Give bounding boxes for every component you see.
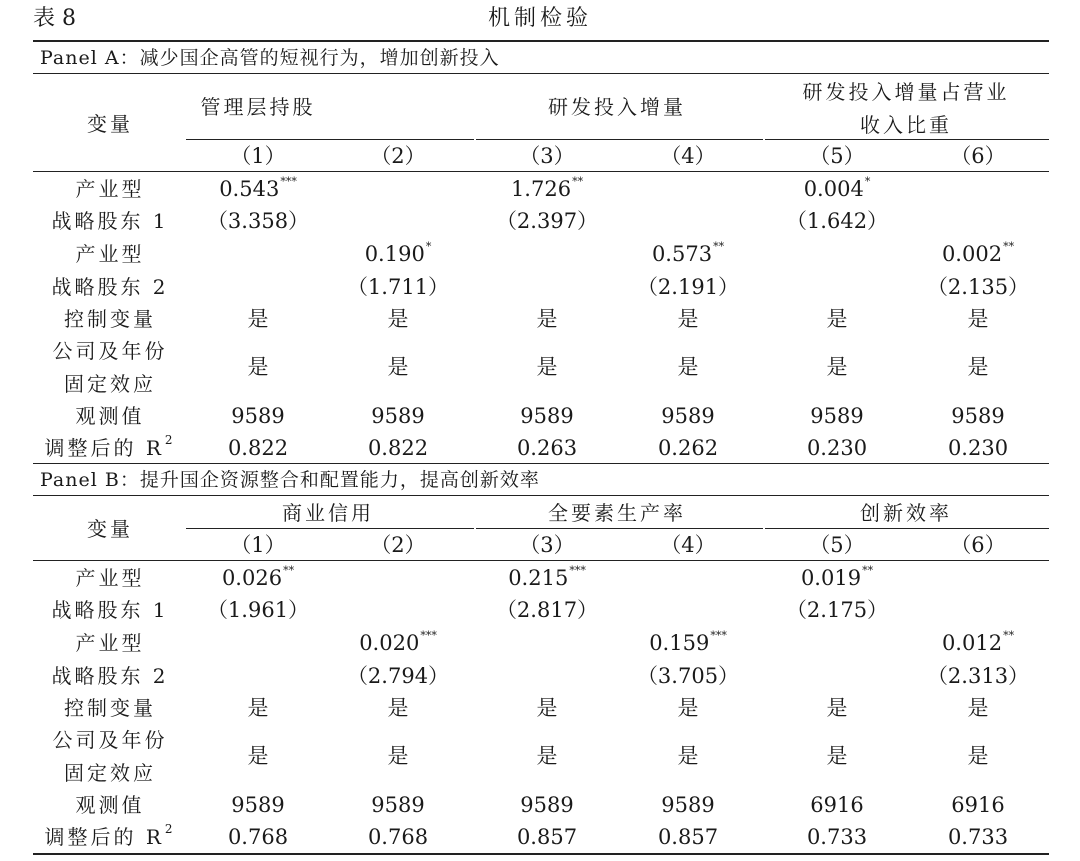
group-rule (186, 528, 474, 529)
row-label: 观测值 (75, 793, 145, 817)
yes-cell: 是 (536, 307, 558, 331)
coefficient: 1.726** (510, 175, 584, 201)
column-number: （6） (950, 533, 1006, 557)
table-title: 机制检验 (487, 6, 593, 31)
group-rule (765, 139, 1049, 140)
row-label: 产业型 (75, 242, 145, 266)
observations: 9589 (661, 404, 715, 428)
yes-cell: 是 (826, 355, 848, 379)
yes-cell: 是 (826, 696, 848, 720)
observations: 9589 (951, 404, 1005, 428)
row-label: 固定效应 (64, 761, 156, 785)
group-header: 研发投入增量 (548, 95, 686, 119)
coefficient: 0.026** (221, 564, 295, 590)
yes-cell: 是 (536, 355, 558, 379)
column-number: （2） (370, 144, 426, 168)
significance-stars: ** (713, 240, 725, 253)
column-number: （5） (809, 144, 865, 168)
t-statistic: （1.961） (206, 598, 310, 622)
row-label: 战略股东 1 (51, 209, 169, 233)
yes-cell: 是 (536, 744, 558, 768)
column-number: （3） (519, 533, 575, 557)
t-statistic: （2.313） (926, 664, 1030, 688)
adjusted-r2: 0.822 (367, 436, 429, 460)
variable-header: 变量 (87, 112, 133, 136)
yes-cell: 是 (677, 696, 699, 720)
panel-b-rule (33, 463, 1049, 464)
adjusted-r2: 0.768 (367, 825, 429, 849)
coefficient: 0.543*** (219, 175, 297, 201)
observations: 9589 (661, 793, 715, 817)
coefficient: 0.215*** (508, 564, 586, 590)
column-number: （3） (519, 144, 575, 168)
row-label: 公司及年份 (52, 339, 168, 363)
adjusted-r2: 0.230 (947, 436, 1009, 460)
group-header: 研发投入增量占营业 (802, 80, 1010, 104)
panel-a-rule (33, 73, 1049, 74)
adjusted-r2: 0.230 (806, 436, 868, 460)
t-statistic: （2.794） (346, 664, 450, 688)
row-label: 调整后的 $R^2$ (44, 433, 176, 460)
t-statistic: （1.711） (346, 275, 450, 299)
row-label: 战略股东 2 (51, 275, 169, 299)
yes-cell: 是 (677, 355, 699, 379)
table-number: 表 8 (33, 6, 76, 31)
row-label: 公司及年份 (52, 728, 168, 752)
panel-b-rule (33, 495, 1049, 496)
observations: 6916 (951, 793, 1005, 817)
adjusted-r2: 0.262 (657, 436, 719, 460)
column-number: （2） (370, 533, 426, 557)
yes-cell: 是 (247, 744, 269, 768)
group-header: 商业信用 (282, 501, 374, 525)
t-statistic: （3.358） (206, 209, 310, 233)
yes-cell: 是 (387, 355, 409, 379)
yes-cell: 是 (536, 696, 558, 720)
coefficient: 0.159*** (649, 629, 727, 655)
row-label: 产业型 (75, 177, 145, 201)
group-header: 全要素生产率 (548, 501, 686, 525)
adjusted-r2: 0.822 (227, 436, 289, 460)
yes-cell: 是 (387, 307, 409, 331)
adjusted-r2: 0.263 (516, 436, 578, 460)
coefficient: 0.004* (803, 175, 871, 201)
t-statistic: （2.191） (636, 275, 740, 299)
t-statistic: （2.175） (785, 598, 889, 622)
coefficient: 0.190* (364, 240, 432, 266)
yes-cell: 是 (826, 744, 848, 768)
significance-stars: ** (572, 175, 584, 188)
column-number: （4） (660, 533, 716, 557)
yes-cell: 是 (967, 744, 989, 768)
yes-cell: 是 (247, 355, 269, 379)
top-rule (33, 40, 1049, 42)
significance-stars: *** (710, 629, 727, 642)
coefficient: 0.002** (941, 240, 1015, 266)
group-rule (186, 139, 474, 140)
yes-cell: 是 (677, 307, 699, 331)
observations: 9589 (231, 404, 285, 428)
observations: 9589 (371, 793, 425, 817)
significance-stars: *** (420, 629, 437, 642)
yes-cell: 是 (967, 696, 989, 720)
significance-stars: ** (283, 564, 295, 577)
row-label: 产业型 (75, 631, 145, 655)
coefficient: 0.020*** (359, 629, 437, 655)
t-statistic: （3.705） (636, 664, 740, 688)
observations: 9589 (520, 793, 574, 817)
significance-stars: *** (569, 564, 586, 577)
yes-cell: 是 (967, 355, 989, 379)
adjusted-r2: 0.768 (227, 825, 289, 849)
row-label: 固定效应 (64, 372, 156, 396)
variable-header: 变量 (87, 517, 133, 541)
yes-cell: 是 (967, 307, 989, 331)
group-header: 收入比重 (860, 113, 952, 137)
row-label: 战略股东 1 (51, 598, 169, 622)
panel-b-heading: Panel B：提升国企资源整合和配置能力，提高创新效率 (40, 469, 540, 491)
row-label: 控制变量 (64, 696, 156, 720)
yes-cell: 是 (387, 744, 409, 768)
significance-stars: ** (1003, 240, 1015, 253)
row-label: 控制变量 (64, 307, 156, 331)
observations: 9589 (520, 404, 574, 428)
t-statistic: （2.135） (926, 275, 1030, 299)
yes-cell: 是 (677, 744, 699, 768)
column-number: （1） (230, 533, 286, 557)
group-header: 管理层持股 (200, 95, 316, 119)
column-number: （6） (950, 144, 1006, 168)
observations: 9589 (231, 793, 285, 817)
row-label: 产业型 (75, 566, 145, 590)
coefficient: 0.012** (941, 629, 1015, 655)
t-statistic: （2.397） (495, 209, 599, 233)
t-statistic: （1.642） (785, 209, 889, 233)
header-rule (33, 171, 1049, 172)
significance-stars: * (864, 175, 871, 188)
row-label: 战略股东 2 (51, 664, 169, 688)
significance-stars: ** (862, 564, 874, 577)
coefficient: 0.019** (800, 564, 874, 590)
yes-cell: 是 (826, 307, 848, 331)
adjusted-r2: 0.857 (657, 825, 719, 849)
row-label: 观测值 (75, 404, 145, 428)
adjusted-r2: 0.733 (806, 825, 868, 849)
group-rule (476, 528, 763, 529)
column-number: （5） (809, 533, 865, 557)
observations: 9589 (810, 404, 864, 428)
adjusted-r2: 0.857 (516, 825, 578, 849)
coefficient: 0.573** (651, 240, 725, 266)
group-header: 创新效率 (860, 501, 952, 525)
column-number: （1） (230, 144, 286, 168)
header-rule (33, 560, 1049, 561)
adjusted-r2: 0.733 (947, 825, 1009, 849)
t-statistic: （2.817） (495, 598, 599, 622)
bottom-rule (33, 853, 1049, 855)
group-rule (765, 528, 1049, 529)
observations: 9589 (371, 404, 425, 428)
panel-a-heading: Panel A：减少国企高管的短视行为，增加创新投入 (40, 47, 500, 69)
yes-cell: 是 (247, 307, 269, 331)
significance-stars: * (425, 240, 432, 253)
yes-cell: 是 (247, 696, 269, 720)
significance-stars: *** (280, 175, 297, 188)
significance-stars: ** (1003, 629, 1015, 642)
yes-cell: 是 (387, 696, 409, 720)
column-number: （4） (660, 144, 716, 168)
row-label: 调整后的 $R^2$ (44, 822, 176, 849)
group-rule (476, 139, 763, 140)
observations: 6916 (810, 793, 864, 817)
